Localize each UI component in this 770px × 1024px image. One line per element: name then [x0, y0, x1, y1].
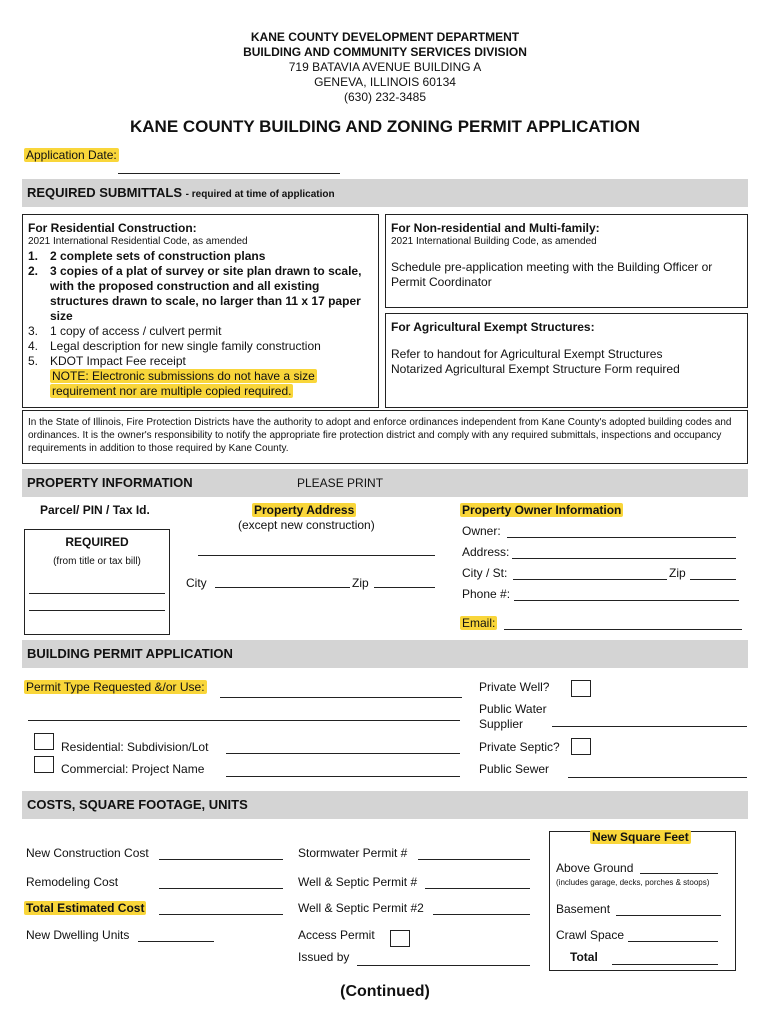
well-septic-permit-field[interactable] — [425, 888, 530, 889]
owner-address-label: Address: — [462, 545, 510, 559]
agricultural-line2: Notarized Agricultural Exempt Structure Form required — [391, 362, 680, 376]
public-water-label: Public Water Supplier — [479, 702, 547, 731]
commercial-project-field[interactable] — [226, 776, 460, 777]
commercial-project-label: Commercial: Project Name — [61, 762, 205, 776]
building-bar — [22, 640, 748, 668]
property-bar — [22, 469, 748, 497]
above-ground-label: Above Ground — [556, 861, 634, 875]
crawl-space-field[interactable] — [628, 941, 718, 942]
new-square-feet-label: New Square Feet — [592, 830, 689, 844]
parcel-box — [24, 529, 170, 635]
parcel-field-1[interactable] — [29, 593, 165, 594]
residential-code: 2021 International Residential Code, as amended — [28, 236, 248, 247]
public-water-field[interactable] — [552, 726, 747, 727]
permit-type-label: Permit Type Requested &/or Use: — [26, 680, 205, 694]
nonresidential-title: For Non-residential and Multi-family: — [391, 221, 600, 235]
remodeling-cost-field[interactable] — [159, 888, 283, 889]
private-well-checkbox[interactable] — [571, 680, 591, 697]
application-date-label: Application Date: — [26, 148, 117, 162]
residential-title: For Residential Construction: — [28, 221, 197, 235]
new-construction-cost-label: New Construction Cost — [26, 846, 149, 860]
basement-label: Basement — [556, 902, 611, 916]
owner-info-label: Property Owner Information — [462, 503, 622, 517]
costs-bar — [22, 791, 748, 819]
parcel-label: Parcel/ PIN / Tax Id. — [40, 503, 150, 517]
continued-label: (Continued) — [340, 983, 430, 1000]
residential-box — [22, 214, 379, 408]
owner-field[interactable] — [507, 537, 736, 538]
total-estimated-cost-label: Total Estimated Cost — [26, 901, 145, 915]
above-ground-note: (includes garage, decks, porches & stoops) — [556, 878, 710, 887]
agricultural-line1: Refer to handout for Agricultural Exempt Structures — [391, 347, 663, 361]
nonresidential-text: Schedule pre-application meeting with the Building Officer or Permit Coordinator — [391, 260, 713, 289]
access-permit-label: Access Permit — [298, 928, 375, 942]
parcel-from-title: (from title or tax bill) — [53, 556, 141, 567]
residential-item-5: 5. KDOT Impact Fee receipt — [28, 354, 186, 368]
residential-note: NOTE: Electronic submissions do not have a size requirement nor are multiple copied required. — [52, 369, 315, 398]
parcel-required-label: REQUIRED — [65, 535, 129, 549]
owner-address-field[interactable] — [512, 558, 736, 559]
header-dept: KANE COUNTY DEVELOPMENT DEPARTMENT — [250, 30, 520, 44]
above-ground-field[interactable] — [640, 873, 718, 874]
email-field[interactable] — [504, 629, 742, 630]
private-septic-checkbox[interactable] — [571, 738, 591, 755]
permit-type-field[interactable] — [220, 697, 462, 698]
residential-subdivision-field[interactable] — [226, 753, 460, 754]
city-field[interactable] — [215, 587, 350, 588]
phone-label: Phone #: — [462, 587, 511, 601]
basement-field[interactable] — [616, 915, 721, 916]
well-septic-permit2-label: Well & Septic Permit #2 — [298, 901, 424, 915]
city-label: City — [186, 576, 207, 590]
total-sqft-label: Total — [570, 950, 598, 964]
square-feet-box — [549, 831, 736, 971]
owner-label: Owner: — [462, 524, 501, 538]
city-st-label: City / St: — [462, 566, 508, 580]
crawl-space-label: Crawl Space — [556, 928, 625, 942]
zip-field[interactable] — [374, 587, 435, 588]
submittals-heading: REQUIRED SUBMITTALS — [27, 185, 183, 200]
header-city: GENEVA, ILLINOIS 60134 — [314, 75, 456, 89]
permit-type-field-2[interactable] — [28, 720, 460, 721]
header-address: 719 BATAVIA AVENUE BUILDING A — [288, 60, 482, 74]
agricultural-title: For Agricultural Exempt Structures: — [391, 320, 595, 334]
please-print-label: PLEASE PRINT — [297, 476, 384, 490]
property-address-field[interactable] — [198, 555, 435, 556]
application-date-field[interactable] — [118, 173, 340, 174]
stormwater-permit-field[interactable] — [418, 859, 530, 860]
submittals-subheading: - required at time of application — [185, 189, 335, 200]
costs-heading: COSTS, SQUARE FOOTAGE, UNITS — [27, 797, 248, 812]
header-division: BUILDING AND COMMUNITY SERVICES DIVISION — [243, 45, 527, 59]
new-dwelling-units-field[interactable] — [138, 941, 214, 942]
header-phone: (630) 232-3485 — [343, 90, 427, 104]
well-septic-permit-label: Well & Septic Permit # — [298, 875, 418, 889]
residential-item-2: 2. 3 copies of a plat of survey or site plan drawn to scale, with the proposed construction and all existing structures drawn to scale, no larger than 11 x 17 paper size — [28, 264, 362, 323]
new-construction-cost-field[interactable] — [159, 859, 283, 860]
property-heading: PROPERTY INFORMATION — [27, 475, 193, 490]
building-heading: BUILDING PERMIT APPLICATION — [27, 646, 233, 661]
stormwater-permit-label: Stormwater Permit # — [298, 846, 408, 860]
phone-field[interactable] — [514, 600, 739, 601]
issued-by-label: Issued by — [298, 950, 350, 964]
owner-zip-field[interactable] — [690, 579, 736, 580]
residential-item-4: 4. Legal description for new single family construction — [28, 339, 321, 353]
residential-checkbox[interactable] — [34, 733, 54, 750]
public-sewer-label: Public Sewer — [479, 762, 550, 776]
residential-item-1: 1. 2 complete sets of construction plans — [28, 249, 266, 263]
commercial-checkbox[interactable] — [34, 756, 54, 773]
private-septic-label: Private Septic? — [479, 740, 560, 754]
access-permit-checkbox[interactable] — [390, 930, 410, 947]
residential-item-3: 3. 1 copy of access / culvert permit — [28, 324, 222, 338]
email-label: Email: — [462, 616, 496, 630]
fire-notice-box — [22, 410, 748, 464]
city-st-field[interactable] — [513, 579, 667, 580]
remodeling-cost-label: Remodeling Cost — [26, 875, 119, 889]
issued-by-field[interactable] — [357, 965, 530, 966]
zip-label: Zip — [352, 576, 369, 590]
public-sewer-field[interactable] — [568, 777, 747, 778]
page-title: KANE COUNTY BUILDING AND ZONING PERMIT APPLICATION — [130, 117, 640, 136]
total-sqft-field[interactable] — [612, 964, 718, 965]
new-dwelling-units-label: New Dwelling Units — [26, 928, 130, 942]
submittals-bar — [22, 179, 748, 207]
agricultural-box — [385, 313, 748, 408]
nonresidential-box — [385, 214, 748, 308]
property-address-note: (except new construction) — [238, 518, 375, 532]
property-address-label: Property Address — [254, 503, 355, 517]
owner-zip-label: Zip — [669, 566, 686, 580]
fire-notice-text: In the State of Illinois, Fire Protection Districts have the authority to adopt and enforce ordinances independent from Kane County's adopted building codes and ordinances. It is the owner's responsibility to notify the appropriate fire protection district and comply with any required submittals, inspections and occupancy requirements in addition to those required by Kane County. — [28, 417, 732, 454]
residential-subdivision-label: Residential: Subdivision/Lot — [61, 740, 209, 754]
private-well-label: Private Well? — [479, 680, 550, 694]
nonresidential-code: 2021 International Building Code, as amended — [391, 236, 597, 247]
parcel-field-2[interactable] — [29, 610, 165, 611]
total-estimated-cost-field[interactable] — [159, 914, 283, 915]
well-septic-permit2-field[interactable] — [433, 914, 530, 915]
